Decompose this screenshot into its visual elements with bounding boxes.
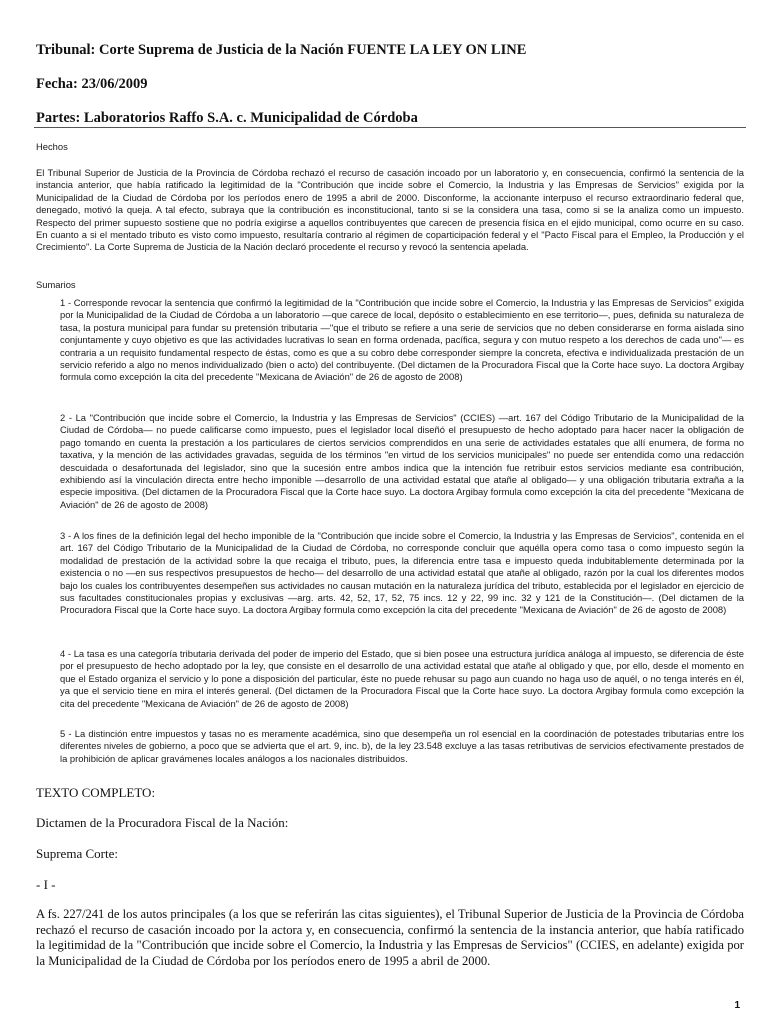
tribunal-line: Tribunal: Corte Suprema de Justicia de la Nación FUENTE LA LEY ON LINE [36, 42, 527, 58]
sumario-1: 1 - Corresponde revocar la sentencia que confirmó la legitimidad de la "Contribución que incide sobre el Comercio, la Industria y las Empresas de Servicios" exigida por la Municipalidad de la Ciudad de Córdoba a un laboratorio —que carece de local, depósito o establecimiento en ese territorio—, pues, definida su naturaleza de tasa, la postura municipal para fundar su pretensión tributaria —"que el tributo se refiere a una serie de servicios que no deben considerarse en forma aislada sino conjuntamente y cuyo objetivo es que las actividades lucrativas lo sean en forma ordenada, pacífica, segura y con mutuo respeto a los derechos de cada uno"— es contraria a un requisito fundamental respecto de éstas, como es que a su cobro debe corresponder siempre la concreta, efectiva e individualizada prestación de un servicio referido a algo no menos individualizado (bien o acto) del contribuyente. (Del dictamen de la Procuradora Fiscal que la Corte hace suyo. La doctora Argibay formula como excepción la cita del precedente "Mexicana de Aviación" de 26 de agosto de 2008) [60, 297, 744, 383]
header-divider [34, 127, 746, 128]
page-number: 1 [734, 1000, 740, 1011]
sumarios-label: Sumarios [36, 279, 76, 290]
hechos-label: Hechos [36, 141, 68, 152]
sumario-4: 4 - La tasa es una categoría tributaria derivada del poder de imperio del Estado, que si bien posee una estructura jurídica análoga al impuesto, se diferencia de éste por el presupuesto de hecho adoptado por la ley, que consiste en el desarrollo de una actividad estatal que atañe al obligado y que, por ello, desde el momento en que el Estado organiza el servicio y lo pone a disposición del particular, éste no puede rehusar su pago aun cuando no haga uso de aquél, o no tenga interés en él, ya que el servicio tiene en mira el interés general. (Del dictamen de la Procuradora Fiscal que la Corte hace suyo. La doctora Argibay formula como excepción la cita del precedente "Mexicana de Aviación" de 26 de agosto de 2008) [60, 648, 744, 709]
body-paragraph: A fs. 227/241 de los autos principales (a los que se referirán las citas siguientes), el Tribunal Superior de Justicia de la Provincia de Córdoba rechazó el recurso de casación incoado por la actora y, en consecuencia, confirmó la sentencia de la instancia anterior, que había ratificado la legitimidad de la "Contribución que incide sobre el Comercio, la Industria y las Empresas de Servicios" (CCIES, en adelante) exigida por la Municipalidad de la Ciudad de Córdoba por los períodos enero de 1995 a abril de 2000. [36, 907, 744, 968]
suprema-corte-heading: Suprema Corte: [36, 846, 118, 861]
dictamen-heading: Dictamen de la Procuradora Fiscal de la Nación: [36, 815, 289, 830]
texto-completo-heading: TEXTO COMPLETO: [36, 785, 156, 800]
sumario-3: 3 - A los fines de la definición legal del hecho imponible de la "Contribución que incide sobre el Comercio, la Industria y las Empresas de Servicios", contenida en el art. 167 del Código Tributario de la Municipalidad de la Ciudad de Córdoba, no corresponde concluir que aquélla opera como tasa o como impuesto según la modalidad de prestación de la actividad sobre la que recaiga el tributo, pues, la diferencia entre tasa e impuesto queda indubitablemente determinada por la existencia o no —en sus respectivos presupuestos de hecho— del desarrollo de una actividad estatal que atañe al obligado, razón por la cual los diferentes modos bajo los cuales los contribuyentes desempeñen sus actividades no causan mutación en la naturaleza jurídica del tributo, establecida por el legislador en ejercicio de sus facultades constitucionales propias y exclusivas —arg. arts. 42, 52, 17, 52, 75 incs. 12 y 22, 99 inc. 32 y 121 de la Constitución—. (Del dictamen de la Procuradora Fiscal que la Corte hace suyo. La doctora Argibay formula como excepción la cita del precedente "Mexicana de Aviación" de 26 de agosto de 2008) [60, 530, 744, 616]
hechos-text: El Tribunal Superior de Justicia de la Provincia de Córdoba rechazó el recurso de casación incoado por un laboratorio y, en consecuencia, confirmó la sentencia de la instancia anterior, que había ratificado la legitimidad de la "Contribución que incide sobre el Comercio, la Industria y las Empresas de Servicios" exigida por la Municipalidad de la Ciudad de Córdoba por los períodos enero de 1995 a abril de 2000. Disconforme, la accionante interpuso el recurso extraordinario federal que, denegado, motivó la queja. A tal efecto, subraya que la contribución es inconstitucional, tanto si se la considera una tasa, como si se la analiza como un impuesto. Respecto del primer supuesto sostiene que no podría exigirse a aquellos contribuyentes que carecen de presencia física en el ejido municipal, como ocurre en su caso. En cuanto a si el mentado tributo es visto como impuesto, resultaría contrario al régimen de coparticipación federal y el "Pacto Fiscal para el Empleo, la Producción y el Crecimiento". La Corte Suprema de Justicia de la Nación declaró procedente el recurso y revocó la sentencia apelada. [36, 167, 744, 253]
section-i-heading: - I - [36, 877, 56, 892]
partes-line: Partes: Laboratorios Raffo S.A. c. Municipalidad de Córdoba [36, 110, 418, 126]
sumario-2: 2 - La "Contribución que incide sobre el Comercio, la Industria y las Empresas de Servicios" (CCIES) —art. 167 del Código Tributario de la Municipalidad de la Ciudad de Córdoba— no puede calificarse como impuesto, pues el legislador local diseñó el presupuesto de hecho adoptado para hacer nacer la obligación de pago tomando en cuenta la prestación a los particulares de ciertos servicios comprendidos en una serie de actividades estatales que allí enumera, de forma no taxativa, y la mención de las actividades gravadas, seguida de los términos "en virtud de los servicios municipales" no puede ser entendida como una redacción descuidada o desafortunada del legislador, sino que la sucesión entre ambos indica que la intención fue retribuir estos servicios mediante esa contribución, exhibiendo así la vinculación directa entre hecho imponible —desarrollo de una actividad estatal que atañe al obligado— y una obligación tributaria extraña a la especie impositiva. (Del dictamen de la Procuradora Fiscal que la Corte hace suyo. La doctora Argibay formula como excepción la cita del precedente "Mexicana de Aviación" de 26 de agosto de 2008) [60, 412, 744, 510]
fecha-line: Fecha: 23/06/2009 [36, 76, 148, 92]
sumario-5: 5 - La distinción entre impuestos y tasas no es meramente académica, sino que desempeña un rol esencial en la coordinación de potestades tributarias entre los diferentes niveles de gobierno, a poco que se advierta que el art. 9, inc. b), de la ley 23.548 excluye a las tasas retributivas de servicios efectivamente prestados de la prohibición de aplicar gravámenes locales análogos a los nacionales distribuidos. [60, 728, 744, 764]
